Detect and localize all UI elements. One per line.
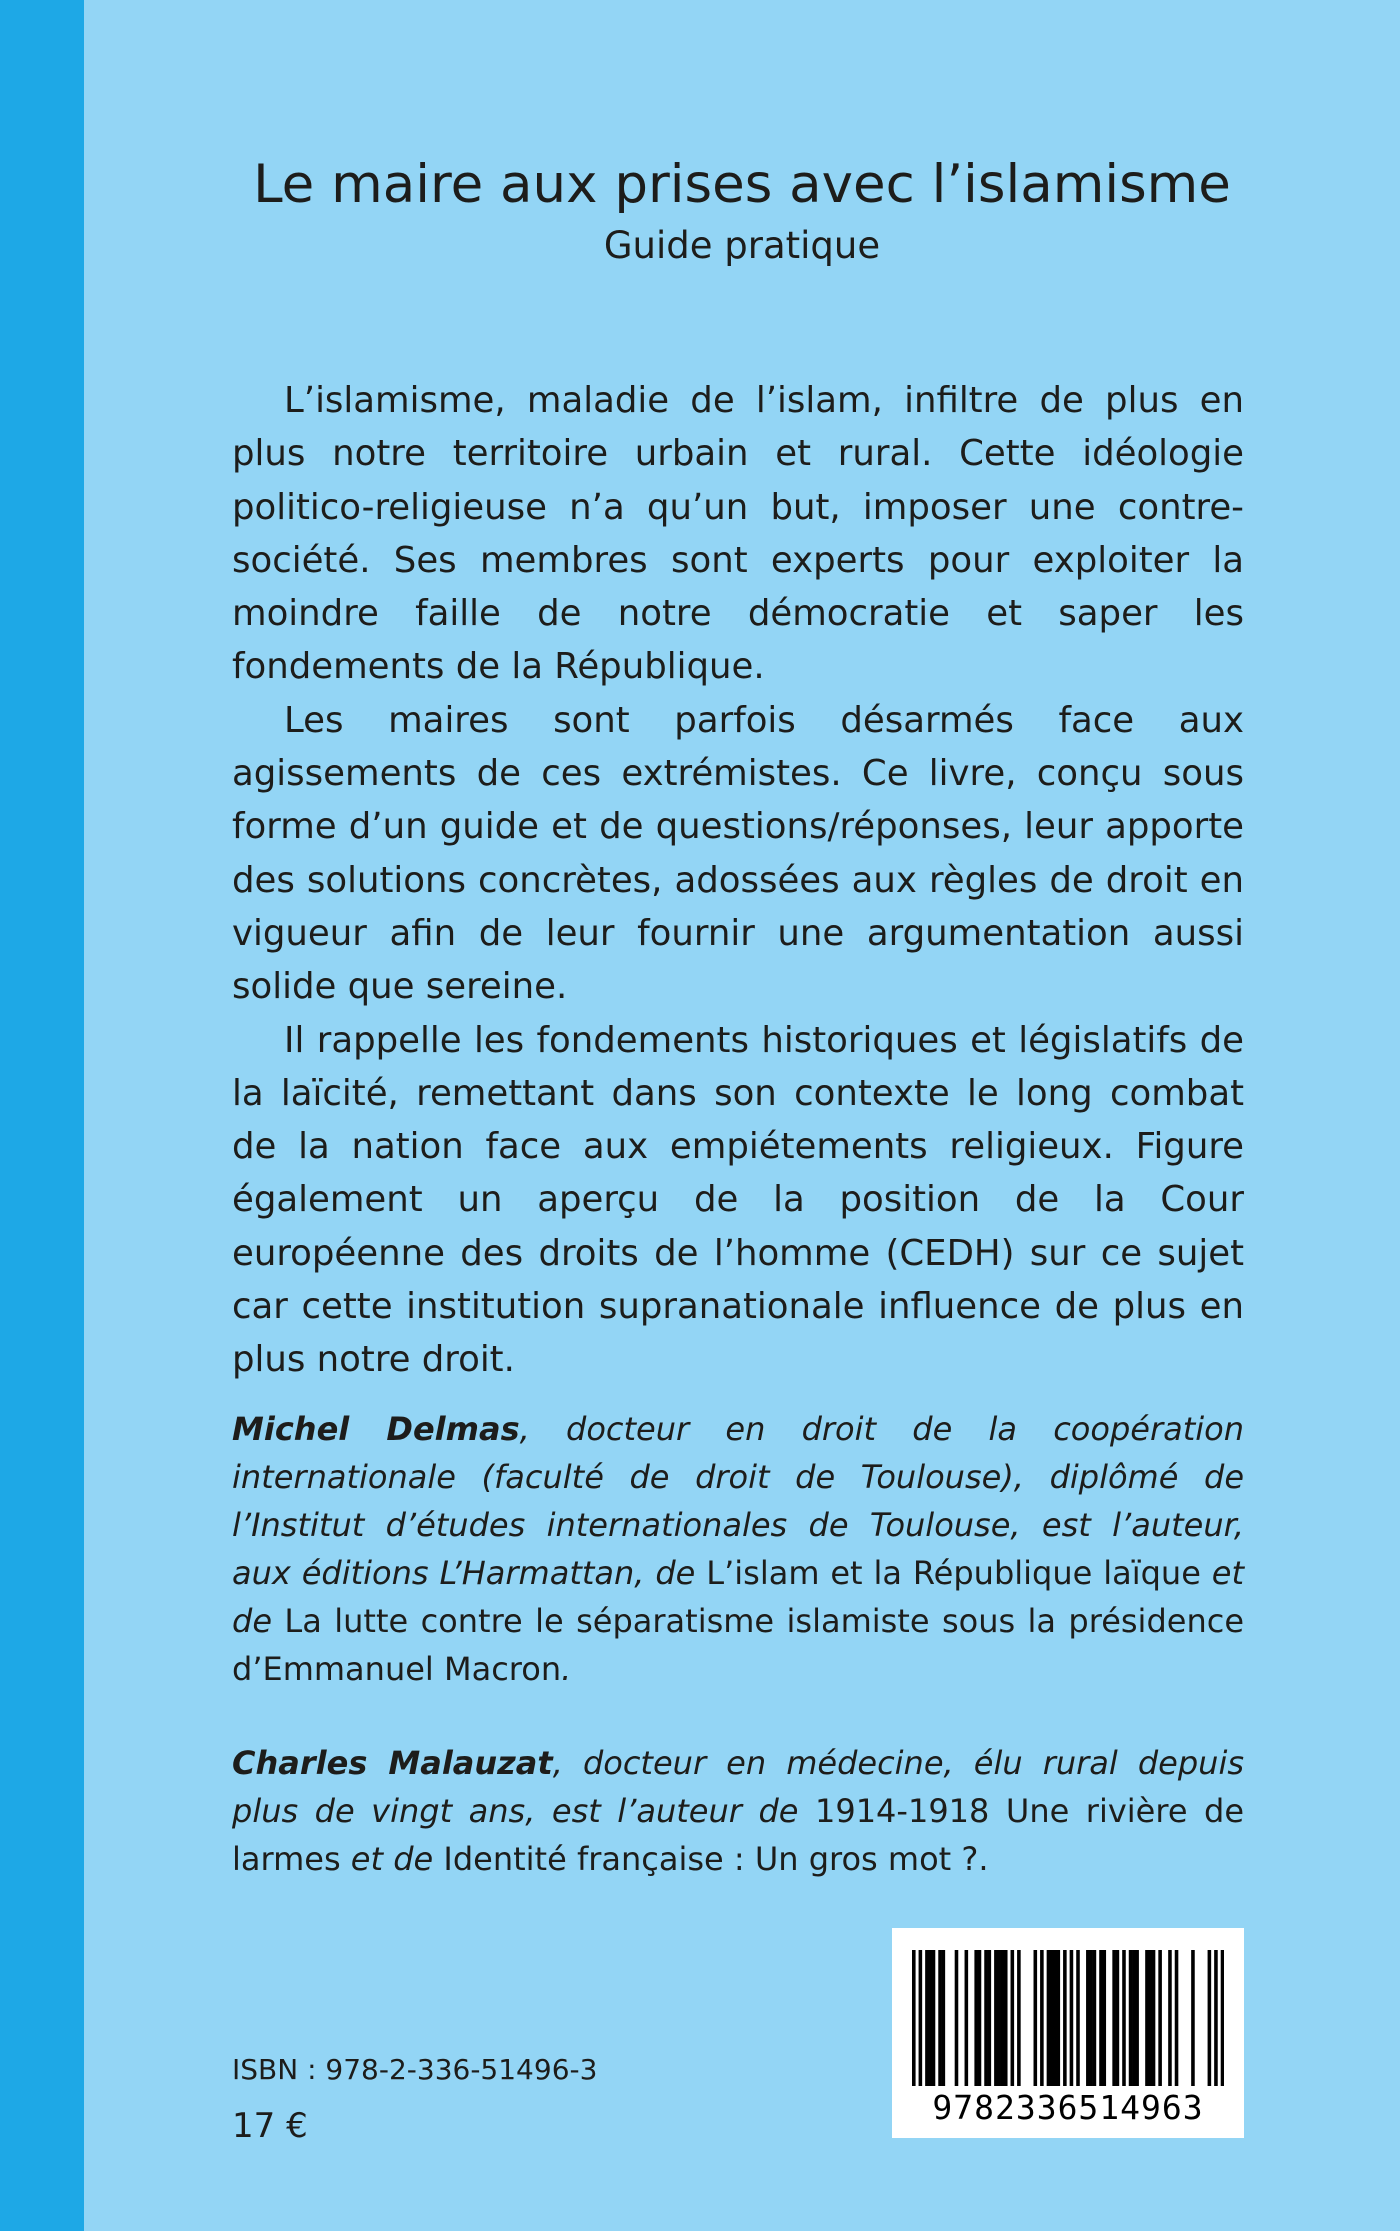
barcode-bar [1208, 1950, 1212, 2086]
barcode-bar [1017, 1950, 1021, 2086]
barcode-bar [912, 1950, 916, 2086]
barcode-bar [1057, 1950, 1061, 2086]
barcode-bar [1129, 1950, 1133, 2086]
author-bio-delmas [232, 1405, 1244, 1693]
barcode-bar [1122, 1950, 1126, 2086]
barcode-bar [978, 1950, 982, 2086]
author-bio-text: . [561, 1650, 572, 1688]
barcode-bar [1168, 1950, 1172, 2086]
barcode-bar [1047, 1950, 1051, 2086]
book-reference: L’islam et la République laïque [706, 1554, 1201, 1592]
barcode-bar [955, 1950, 959, 2086]
barcode-bar [1099, 1950, 1103, 2086]
barcode-bar [1089, 1950, 1093, 2086]
author-bio-text: . [978, 1840, 989, 1878]
blurb-paragraph: Les maires sont parfois désarmés face aux agissements de ces extrémistes. Ce livre, conçu sous forme d’un guide et de questions/réponses, leur apporte des solutions concrètes, adossées aux règles de droit en vigueur afin de leur fournir une argumentation aussi solide que sereine. [232, 699, 1244, 1008]
barcode-bar [1132, 1950, 1136, 2086]
barcode-bar [1040, 1950, 1044, 2086]
price: 17 € [232, 2106, 308, 2146]
barcode-bar [984, 1950, 988, 2086]
spine-color-strip [0, 0, 84, 2231]
barcode-bar [1086, 1950, 1090, 2086]
barcode [892, 1928, 1244, 2138]
author-name: Michel Delmas [232, 1410, 520, 1448]
barcode-bar [974, 1950, 978, 2086]
barcode-bar [1001, 1950, 1005, 2086]
barcode-bar [1214, 1950, 1218, 2086]
barcode-bar [1221, 1950, 1224, 2086]
barcode-bar [1053, 1950, 1057, 2086]
barcode-bar [938, 1950, 942, 2086]
barcode-bar [965, 1950, 969, 2086]
book-reference: La lutte contre le séparatisme islamiste sous la présidence d’Emmanuel Macron [232, 1602, 1245, 1688]
barcode-bar [1116, 1950, 1120, 2086]
author-bios [232, 1405, 1244, 1883]
barcode-bar [1011, 1950, 1015, 2086]
barcode-bar [1175, 1950, 1179, 2086]
barcode-bar [994, 1950, 998, 2086]
barcode-bar [1076, 1950, 1080, 2086]
barcode-bar [1158, 1950, 1162, 2086]
book-reference: Identité française : Un gros mot ? [443, 1840, 979, 1878]
barcode-bar [1004, 1950, 1008, 2086]
barcode-bar [1148, 1950, 1152, 2086]
barcode-bar [988, 1950, 992, 2086]
barcode-bar [1093, 1950, 1097, 2086]
author-name: Charles Malauzat [232, 1744, 553, 1782]
author-bio-text: et de [340, 1840, 444, 1878]
author-bio-text: et de [232, 1554, 1245, 1640]
barcode-bar [1191, 1950, 1195, 2086]
blurb-paragraph: L’islamisme, maladie de l’islam, infiltre de plus en plus notre territoire urbain et rural. Cette idéologie politico-religieuse n’a qu’un but, imposer une contre-société. Ses membres sont experts pour exploiter la moindre faille de notre démocratie et saper les fondements de la République. [232, 380, 1244, 688]
barcode-bar [997, 1950, 1001, 2086]
barcode-bar [919, 1950, 923, 2086]
isbn: ISBN : 978-2-336-51496-3 [232, 2053, 598, 2086]
blurb-paragraph: Il rappelle les fondements historiques et législatifs de la laïcité, remettant dans son contexte le long combat de la nation face aux empiétements religieux. Figure également un aperçu de la position de la Cour européenne des droits de l’homme (CEDH) sur ce sujet car cette institution supranationale influence de plus en plus notre droit. [232, 1019, 1244, 1381]
book-reference: 1914-1918 Une rivière de larmes [232, 1792, 1245, 1878]
barcode-bar [928, 1950, 932, 2086]
barcode-bar [925, 1950, 929, 2086]
barcode-bar [1135, 1950, 1139, 2086]
barcode-digits: 9782336514963 [932, 2088, 1204, 2127]
barcode-bar [1145, 1950, 1149, 2086]
author-bio-text: , docteur en médecine, élu rural depuis plus de vingt ans, est l’auteur de [232, 1744, 1245, 1830]
barcode-bars [912, 1950, 1224, 2086]
back-cover-blurb [232, 374, 1244, 1387]
barcode-bar [1050, 1950, 1054, 2086]
author-bio-malauzat [232, 1739, 1244, 1883]
barcode-bar [1034, 1950, 1038, 2086]
barcode-bar [1063, 1950, 1067, 2086]
barcode-bar [1152, 1950, 1156, 2086]
barcode-bar [1102, 1950, 1106, 2086]
barcode-bar [942, 1950, 946, 2086]
barcode-bar [1112, 1950, 1116, 2086]
book-title: Le maire aux prises avec l’islamisme [253, 154, 1231, 215]
author-bio-text: , docteur en droit de la coopération internationale (faculté de droit de Toulouse), diplômé de l’Institut d’études internationales de Toulouse, est l’auteur, aux éditions L’Harmattan, de [232, 1410, 1245, 1592]
book-subtitle: Guide pratique [603, 224, 881, 267]
barcode-bar [1070, 1950, 1074, 2086]
barcode-bar [932, 1950, 936, 2086]
